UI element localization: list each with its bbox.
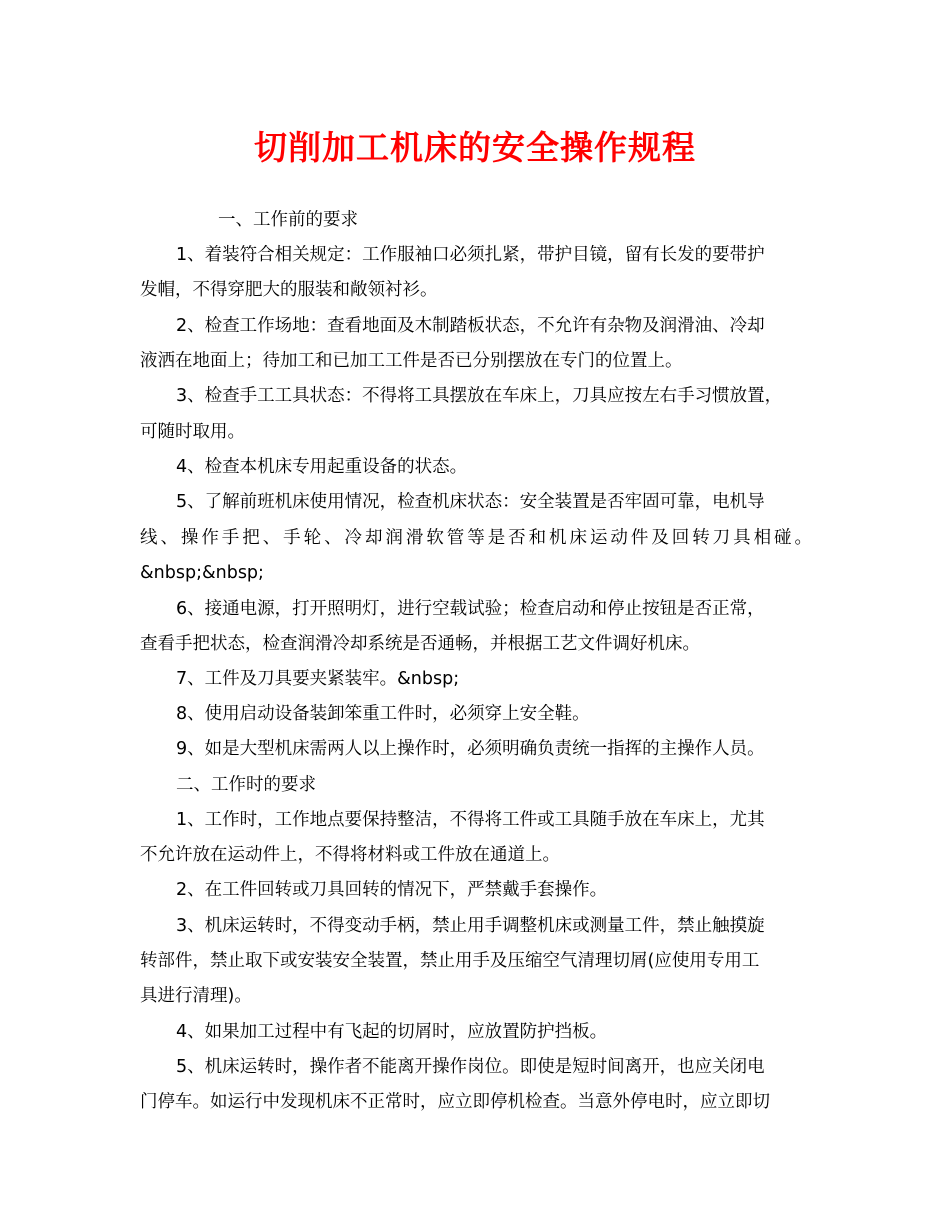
section-heading-1: 一、工作前的要求 bbox=[218, 210, 358, 230]
paragraph-line: &nbsp;&nbsp; bbox=[140, 563, 264, 583]
paragraph-line: 不允许放在运动件上，不得将材料或工件放在通道上。 bbox=[140, 845, 560, 865]
section-heading-2: 二、工作时的要求 bbox=[176, 775, 316, 795]
paragraph-line: 5、了解前班机床使用情况，检查机床状态：安全装置是否牢固可靠，电机导 bbox=[176, 492, 765, 512]
paragraph-line: 2、在工件回转或刀具回转的情况下，严禁戴手套操作。 bbox=[176, 880, 608, 900]
paragraph-line: 5、机床运转时，操作者不能离开操作岗位。即使是短时间离开，也应关闭电 bbox=[176, 1057, 765, 1077]
paragraph-line: 4、检查本机床专用起重设备的状态。 bbox=[176, 457, 468, 477]
paragraph-line: 7、工件及刀具要夹紧装牢。&nbsp; bbox=[176, 669, 460, 689]
document-title: 切削加工机床的安全操作规程 bbox=[254, 128, 696, 167]
paragraph-line: 线、操作手把、手轮、冷却润滑软管等是否和机床运动件及回转刀具相碰。 bbox=[140, 528, 812, 548]
paragraph-line: 8、使用启动设备装卸笨重工件时，必须穿上安全鞋。 bbox=[176, 704, 590, 724]
paragraph-line: 具进行清理)。 bbox=[140, 986, 252, 1006]
paragraph-line: 6、接通电源，打开照明灯，进行空载试验；检查启动和停止按钮是否正常， bbox=[176, 599, 765, 619]
paragraph-line: 2、检查工作场地：查看地面及木制踏板状态，不允许有杂物及润滑油、冷却 bbox=[176, 316, 765, 336]
paragraph-line: 3、检查手工工具状态：不得将工具摆放在车床上，刀具应按左右手习惯放置， bbox=[176, 386, 783, 406]
paragraph-line: 1、着装符合相关规定：工作服袖口必须扎紧，带护目镜，留有长发的要带护 bbox=[176, 245, 765, 265]
paragraph-line: 可随时取用。 bbox=[140, 422, 245, 442]
paragraph-line: 9、如是大型机床需两人以上操作时，必须明确负责统一指挥的主操作人员。 bbox=[176, 739, 765, 759]
paragraph-line: 发帽，不得穿肥大的服装和敞领衬衫。 bbox=[140, 280, 438, 300]
paragraph-line: 液洒在地面上；待加工和已加工工件是否已分别摆放在专门的位置上。 bbox=[140, 351, 683, 371]
paragraph-line: 转部件，禁止取下或安装安全装置，禁止用手及压缩空气清理切屑(应使用专用工 bbox=[140, 951, 760, 971]
paragraph-line: 4、如果加工过程中有飞起的切屑时，应放置防护挡板。 bbox=[176, 1022, 608, 1042]
paragraph-line: 3、机床运转时，不得变动手柄，禁止用手调整机床或测量工件，禁止触摸旋 bbox=[176, 916, 765, 936]
paragraph-line: 1、工作时，工作地点要保持整洁，不得将工件或工具随手放在车床上，尤其 bbox=[176, 810, 765, 830]
paragraph-line: 门停车。如运行中发现机床不正常时，应立即停机检查。当意外停电时，应立即切 bbox=[140, 1092, 770, 1112]
paragraph-line: 查看手把状态，检查润滑冷却系统是否通畅，并根据工艺文件调好机床。 bbox=[140, 634, 700, 654]
